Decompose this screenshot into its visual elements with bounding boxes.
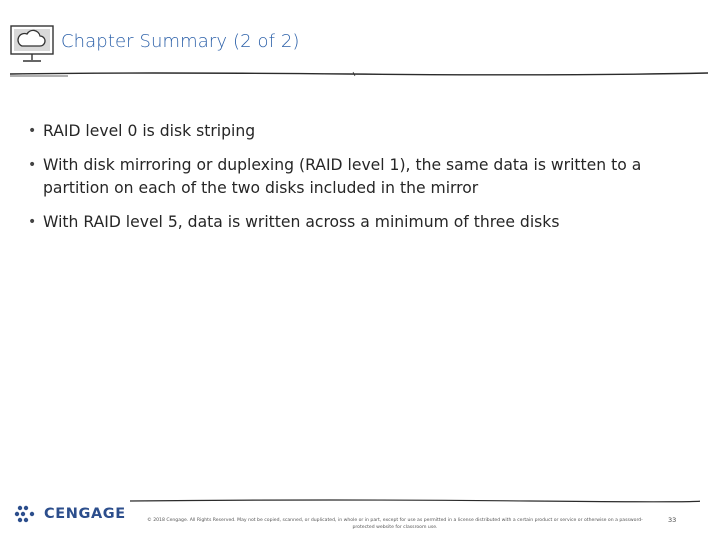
copyright-notice: © 2018 Cengage. All Rights Reserved. May not be copied, scanned, or duplicated, in whole or in part, except for use as permitted in a license distributed with a certain product or service or otherwise on a password-protected website for classroom use. (147, 518, 643, 530)
footer-rule (130, 495, 700, 505)
bullet-item (28, 154, 688, 200)
bullet-text: With RAID level 5, data is written across a minimum of three disks (43, 213, 560, 231)
bullet-marker: • (28, 214, 37, 230)
bullet-marker: • (28, 123, 37, 139)
brand-name: CENGAGE (44, 506, 126, 522)
cengage-logo-icon (14, 503, 44, 527)
bullet-list (28, 120, 688, 245)
page-title: Chapter Summary (2 of 2) (61, 31, 300, 52)
page-number: 33 (668, 516, 677, 524)
cloud-monitor-icon (8, 22, 56, 66)
bullet-item (28, 120, 688, 143)
bullet-item (28, 211, 688, 234)
bullet-text: With disk mirroring or duplexing (RAID level 1), the same data is written to a partition on each of the two disks included in the mirror (43, 156, 642, 197)
title-underline (8, 66, 708, 80)
bullet-marker: • (28, 157, 37, 173)
bullet-text: RAID level 0 is disk striping (43, 122, 256, 140)
